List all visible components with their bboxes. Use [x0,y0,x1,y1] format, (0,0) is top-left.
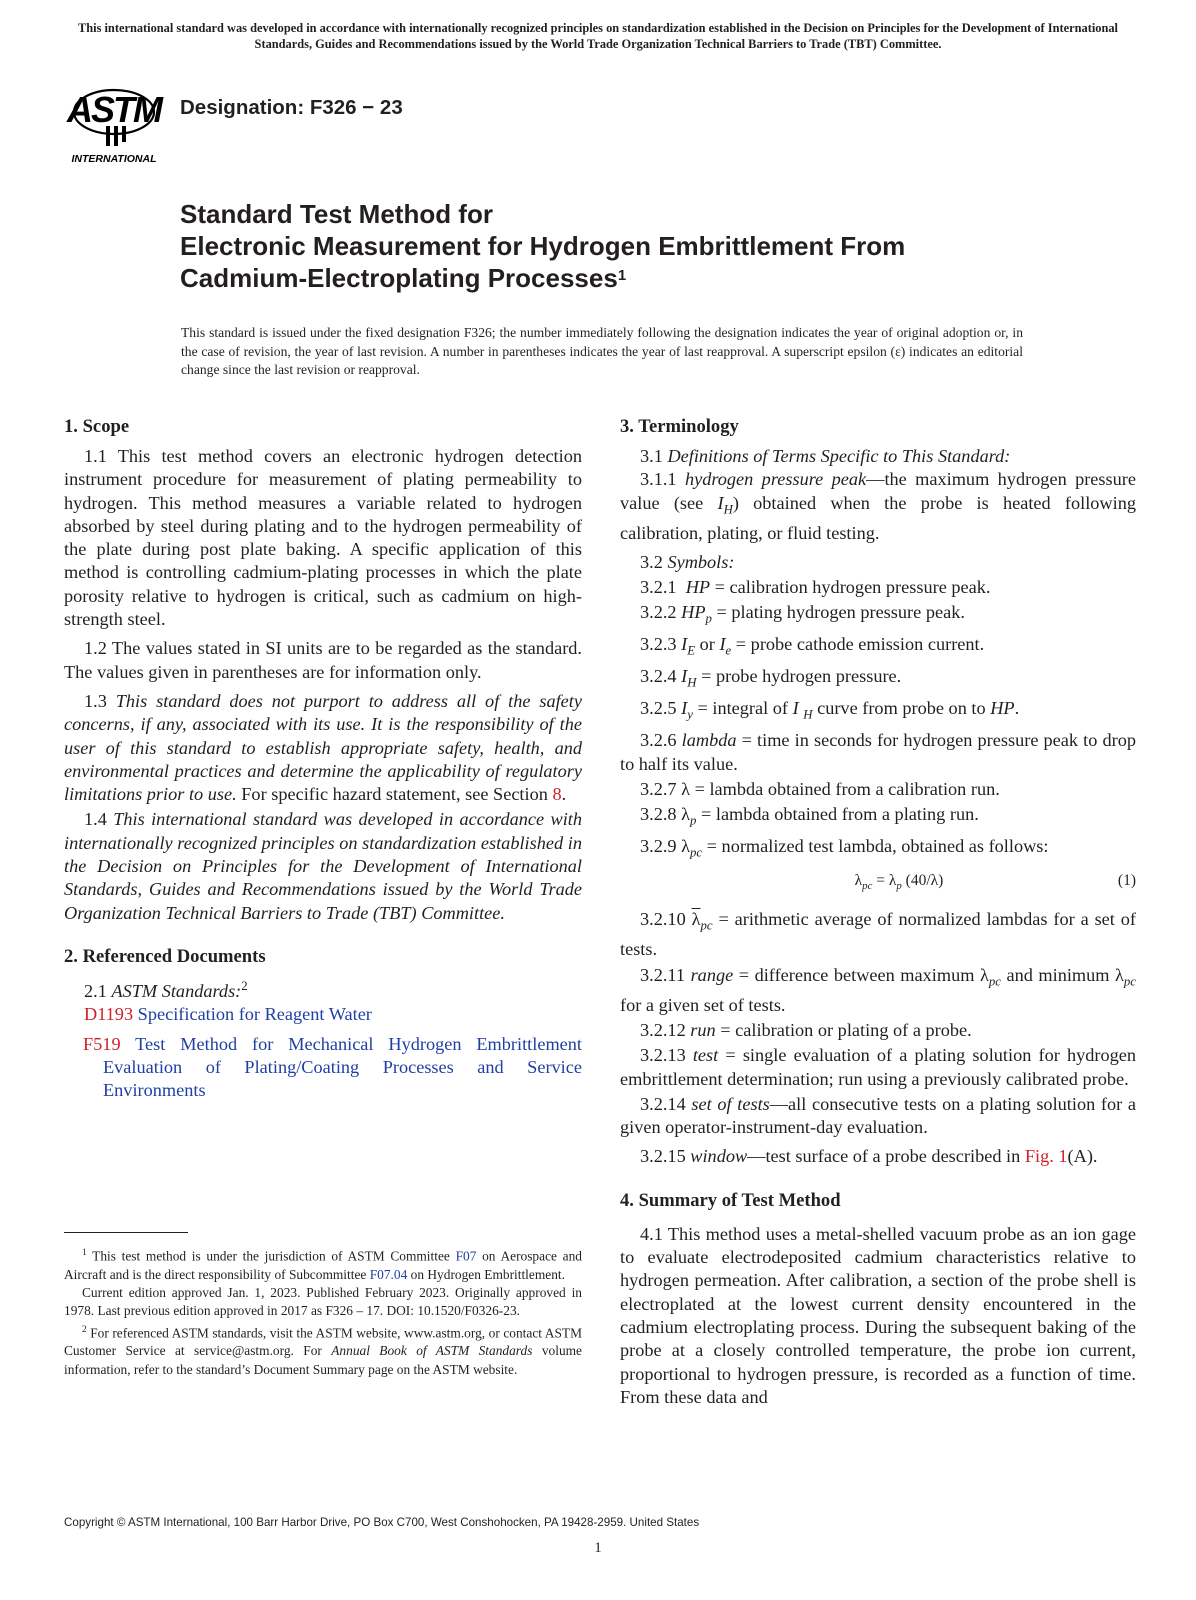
footnote-edition: Current edition approved Jan. 1, 2023. Published February 2023. Originally approved in 1978. Last previous edition approved in 2017 as F326 – 17. DOI: 10.1520/F0326-23. [64,1285,582,1319]
paragraph-3-2: 3.2 Symbols: [640,551,735,572]
reference-d1193[interactable]: D1193 Specification for Reagent Water [84,1004,372,1025]
copyright-notice: Copyright © ASTM International, 100 Barr Harbor Drive, PO Box C700, West Conshohocken, PA 19428-2959. United States [64,1516,700,1529]
equation-formula: $\lambda_{pc} = \lambda_p$ (40/λ) [854,872,944,893]
paragraph-1-4: 1.4 This international standard was developed in accordance with internationally recognized principles on standardization established in the Decision on Principles for the Development of International Standards, Guides and Recommendations issued by the World Trade Organization Technical Barriers to Trade (TBT) Committee. [64,809,582,923]
paragraph-1-2: 1.2 The values stated in SI units are to be regarded as the standard. The values given in parentheses are for information only. [64,638,582,682]
footnote-2: $^2$ For referenced ASTM standards, visit the ASTM website, www.astm.org, or contact ASTM Customer Service at service@astm.org. For Annual Book of ASTM Standards volume information, refer to the standard’s Document Summary page on the ASTM website. [64,1324,582,1377]
symbol-3-2-5: 3.2.5 $I_y$ = integral of I $_H$ curve from probe on to HP. [640,698,1020,722]
footnote-rule [64,1232,188,1233]
symbol-3-2-3: 3.2.3 $I_E$ or $I_e$ = probe cathode emission current. [640,634,985,659]
subcommittee-f0704-link[interactable]: F07.04 [369,1266,408,1282]
committee-f07-link[interactable]: F07 [455,1248,477,1264]
title-line-3: Cadmium-Electroplating Processes$^1$ [180,263,627,293]
symbol-3-2-2: 3.2.2 $HP_p$ = plating hydrogen pressure peak. [640,602,965,627]
paragraph-4-1: 4.1 This method uses a metal-shelled vacuum probe as an ion gage to evaluate electrodeposited cadmium characteristics relative to hydrogen permeation. After calibration, a section of the probe shell is electroplated at the lowest current density encountered in the cadmium electroplating process. During the subsequent baking of the probe at a closely controlled temperature, the probe ion current, proportional to hydrogen pressure, is recorded as a function of time. From these data and [620,1223,1136,1407]
symbol-3-2-7: 3.2.7 λ = lambda obtained from a calibration run. [640,778,1000,799]
figure-1-link[interactable]: Fig. 1 [1024,1146,1068,1167]
section-heading-scope: 1. Scope [64,416,130,437]
right-column [620,415,1136,1415]
paragraph-1-1: 1.1 This test method covers an electronic hydrogen detection instrument procedure for measurement of plating permeability to hydrogen. This method measures a variable related to hydrogen absorbed by steel during plating and to the hydrogen permeability of the plate during post plate baking. A specific application of this method is controlling cadmium-plating processes in which the plate porosity relative to hydrogen is critical, such as cadmium on high-strength steel. [64,446,582,630]
symbol-3-2-4: 3.2.4 $I_H$ = probe hydrogen pressure. [640,666,902,690]
title-line-1: Standard Test Method for [180,199,493,229]
paragraph-3-1: 3.1 Definitions of Terms Specific to This Standard: [640,446,1011,466]
title-footnote-marker: 1 [617,267,627,284]
section-heading-references: 2. Referenced Documents [64,945,266,967]
symbol-3-2-6: 3.2.6 lambda = time in seconds for hydrogen pressure peak to drop to half its value. [620,730,1136,774]
title-line-2: Electronic Measurement for Hydrogen Embrittlement From [180,231,906,261]
section-8-link[interactable]: 8 [552,784,562,805]
designation: Designation: F326 − 23 [180,96,403,119]
paragraph-2-1: 2.1 ASTM Standards:$^2$ [84,978,248,1002]
equation-1 [620,869,1136,898]
symbol-3-2-8: 3.2.8 $\lambda_p$ = lambda obtained from a plating run. [640,804,979,828]
equation-number: (1) [1117,872,1136,890]
symbol-3-2-10: 3.2.10 $\overline{\lambda}_{pc}$ = arithmetic average of normalized lambdas for a set of tests. [620,909,1136,960]
paragraph-1-3: 1.3 This standard does not purport to address all of the safety concerns, if any, associated with its use. It is the responsibility of the user of this standard to establish appropriate safety, health, and environmental practices and determine the applicability of regulatory limitations prior to use. For specific hazard statement, see Section 8. [64,690,582,805]
symbol-3-2-12: 3.2.12 run = calibration or plating of a probe. [640,1019,972,1040]
document-title [180,198,1080,294]
standards-notice: This international standard was developed in accordance with internationally recognized principles on standardization established in the Decision on Principles for the Development of International Standards, Guides and Recommendations issued by the World Trade Organization Technical Barriers to Trade (TBT) Committee. [77,21,1119,51]
svg-text:INTERNATIONAL: INTERNATIONAL [71,153,157,165]
reference-f519[interactable]: F519 Test Method for Mechanical Hydrogen Embrittlement Evaluation of Plating/Coating Processes and Service Environments [83,1033,582,1101]
page-number: 1 [594,1540,602,1556]
astm-logo [64,74,168,166]
symbol-3-2-13: 3.2.13 test = single evaluation of a plating solution for hydrogen embrittlement determination; run using a previously calibrated probe. [620,1045,1136,1089]
left-column [64,415,582,1109]
symbol-3-2-15: 3.2.15 window—test surface of a probe described in Fig. 1(A). [640,1146,1098,1167]
svg-text:ASTM: ASTM [67,89,161,130]
footnote-1: $^1$ This test method is under the jurisdiction of ASTM Committee F07 on Aerospace and Aircraft and is the direct responsibility of Subcommittee F07.04 on Hydrogen Embrittlement. [64,1248,582,1282]
designation-note: This standard is issued under the fixed designation F326; the number immediately following the designation indicates the year of original adoption or, in the case of revision, the year of last revision. A number in parentheses indicates the year of last reapproval. A superscript epsilon (ε) indicates an editorial change since the last revision or reapproval. [181,325,1023,377]
footnotes [64,1244,582,1379]
symbol-3-2-11: 3.2.11 range = difference between maximum $\lambda_{pc}$ and minimum $\lambda_{pc}$ for a given set of tests. [620,964,1136,1015]
paragraph-3-1-1: 3.1.1 hydrogen pressure peak—the maximum hydrogen pressure value (see $I_H$) obtained when the probe is heated following calibration, plating, or fluid testing. [620,469,1136,543]
symbol-3-2-1: 3.2.1 HP = calibration hydrogen pressure peak. [640,577,991,598]
section-heading-summary: 4. Summary of Test Method [620,1189,841,1211]
symbol-3-2-9: 3.2.9 $\lambda_{pc}$ = normalized test lambda, obtained as follows: [640,836,1049,860]
section-heading-terminology: 3. Terminology [620,416,739,437]
symbol-3-2-14: 3.2.14 set of tests—all consecutive tests on a plating solution for a given operator-instrument-day evaluation. [620,1093,1137,1138]
